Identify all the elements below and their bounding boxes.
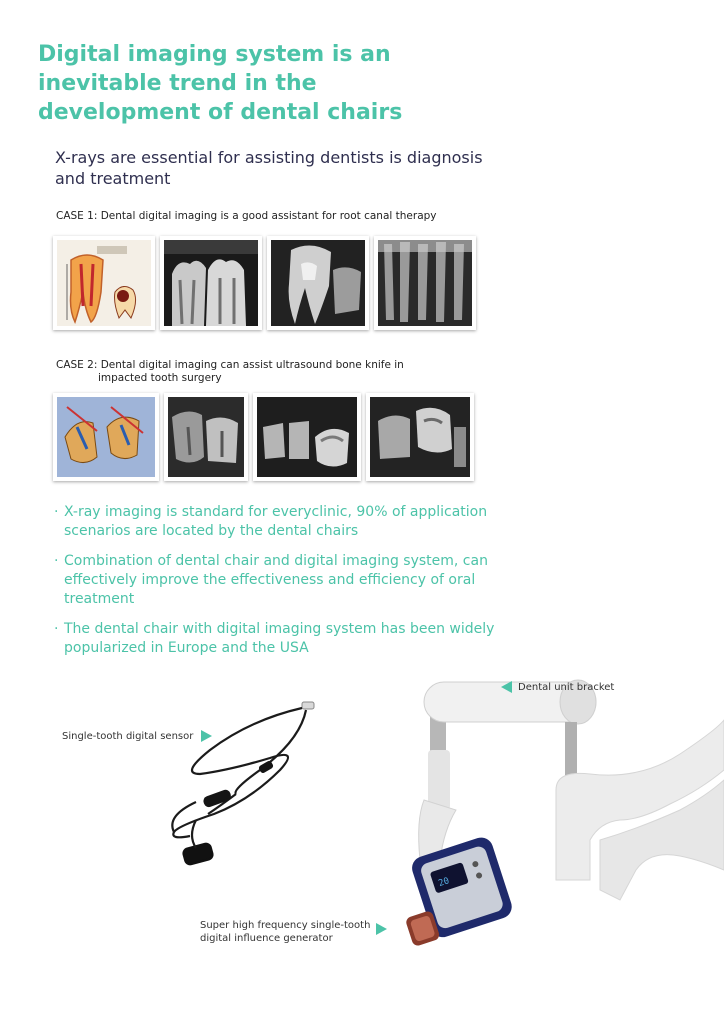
xray-molar-closeup-image [267,236,369,330]
case2-label-line2: impacted tooth surgery [98,372,222,384]
benefit-text: Combination of dental chair and digital imaging system, can effectively improve the effectiveness and efficiency of oral treatment [64,553,488,607]
bracket-callout-text: Dental unit bracket [518,682,615,693]
svg-text:20: 20 [437,876,451,890]
root-canal-diagram-image [53,236,155,330]
benefit-list [54,503,524,669]
xray-impacted-2-image [253,393,361,481]
bullet-marker: · [54,553,59,569]
xray-impacted-1-image [164,393,248,481]
xray-impacted-3-image [366,393,474,481]
bracket-callout [501,681,614,694]
arrow-right-icon [201,730,212,742]
arrow-left-icon [501,681,512,693]
product-illustration [0,670,724,1024]
xray-generator-illustration [388,834,515,947]
generator-callout-line1: Super high frequency single-tooth [200,920,371,931]
case2-image-strip [53,393,474,481]
case1-image-strip [53,236,476,330]
sensor-callout-text: Single-tooth digital sensor [62,731,194,742]
impacted-tooth-diagram-image [53,393,159,481]
sensor-callout [62,730,212,743]
benefit-text: X-ray imaging is standard for everyclinic, 90% of application scenarios are located by the dental chairs [64,504,488,539]
generator-callout-line2: digital influence generator [200,933,333,944]
bullet-marker: · [54,621,59,637]
xray-lower-teeth-image [374,236,476,330]
page-title: Digital imaging system is an inevitable trend in the development of dental chairs [38,42,403,125]
benefit-item [54,620,524,658]
bullet-marker: · [54,504,59,520]
case1-label: CASE 1: Dental digital imaging is a good assistant for root canal therapy [56,210,437,222]
arrow-right-icon [376,923,387,935]
digital-sensor-illustration [172,702,314,865]
case2-label [56,359,404,385]
benefit-item [54,552,524,609]
case2-label-line1: CASE 2: Dental digital imaging can assist ultrasound bone knife in [56,359,404,371]
page-subtitle: X-rays are essential for assisting dentists is diagnosis and treatment [55,148,483,188]
benefit-item [54,503,524,541]
generator-callout [200,919,370,945]
benefit-text: The dental chair with digital imaging system has been widely popularized in Europe and the USA [64,621,495,656]
xray-molars-image [160,236,262,330]
